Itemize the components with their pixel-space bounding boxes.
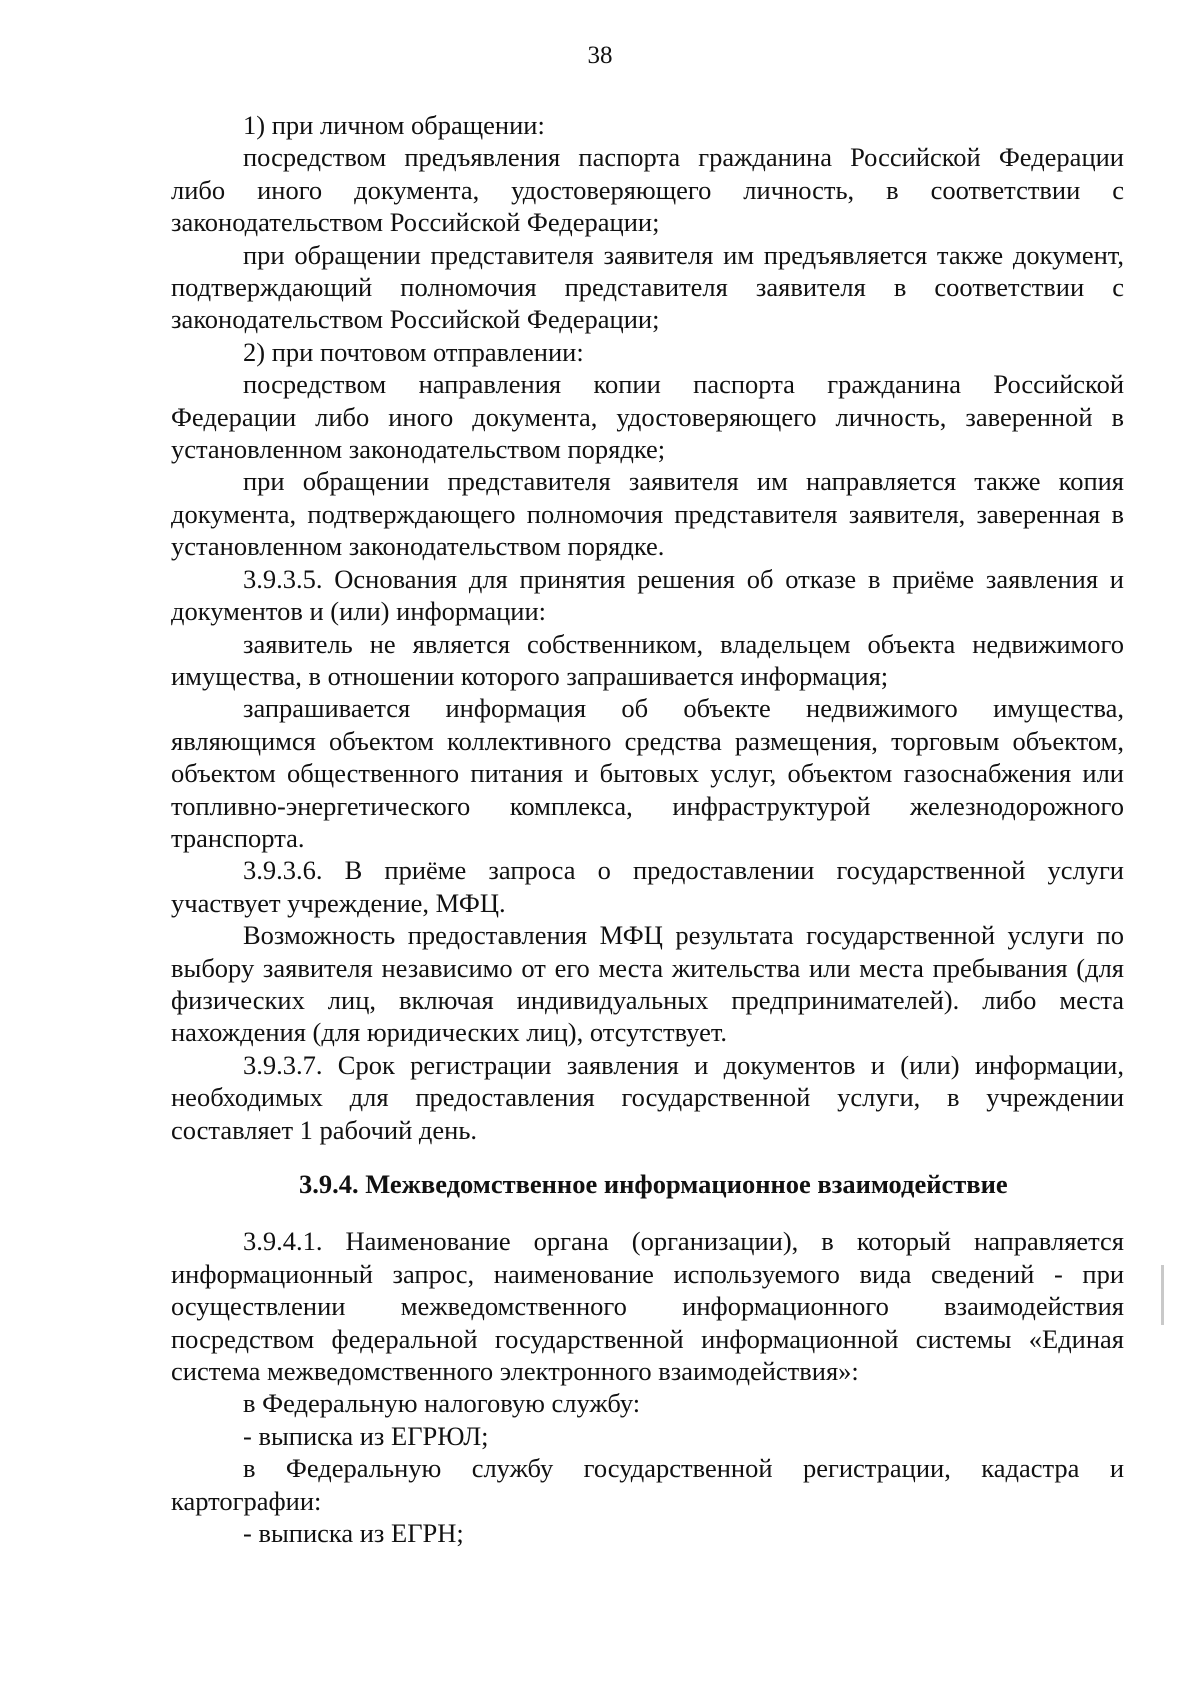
paragraph: посредством предъявления паспорта гражданина Российской Федерации либо иного документа, удостоверяющего личность, в соответствии с законодательством Российской Федерации; xyxy=(171,142,1124,238)
paragraph: при обращении представителя заявителя им направляется также копия документа, подтверждающего полномочия представителя заявителя, заверенная в установленном законодательством порядке. xyxy=(171,466,1124,562)
page-number: 38 xyxy=(587,42,613,69)
paragraph: 3.9.3.7. Срок регистрации заявления и документов и (или) информации, необходимых для предоставления государственной услуги, в учреждении составляет 1 рабочий день. xyxy=(171,1049,1124,1145)
paragraph: 3.9.3.6. В приёме запроса о предоставлении государственной услуги участвует учреждение, МФЦ. xyxy=(171,855,1124,918)
paragraph: 1) при личном обращении: xyxy=(243,110,545,140)
paragraph: 3.9.3.5. Основания для принятия решения об отказе в приёме заявления и документов и (или) информации: xyxy=(171,563,1124,627)
paragraph: запрашивается информация об объекте недвижимого имущества, являющимся объектом коллективного средства размещения, торговым объектом, объектом общественного питания и бытовых услуг, объектом газоснабжения или топливно-энергетического комплекса, инфраструктурой железнодорожного транспорта. xyxy=(171,693,1124,853)
section-heading: 3.9.4. Межведомственное информационное взаимодействие xyxy=(299,1169,1008,1199)
paragraph: посредством направления копии паспорта гражданина Российской Федерации либо иного документа, удостоверяющего личность, заверенной в установленном законодательством порядке; xyxy=(171,369,1124,465)
paragraph: при обращении представителя заявителя им предъявляется также документ, подтверждающий полномочия представителя заявителя в соответствии с законодательством Российской Федерации; xyxy=(171,239,1124,335)
paragraph: 3.9.4.1. Наименование органа (организации), в который направляется информационный запрос, наименование используемого вида сведений - при осуществлении межведомственного информационного взаимодействия посредством федеральной государственной информационной системы «Единая система межведомственного электронного взаимодействия»: xyxy=(171,1226,1124,1387)
scan-artifact xyxy=(1161,1265,1164,1325)
paragraph: в Федеральную налоговую службу: xyxy=(243,1388,641,1419)
paragraph: в Федеральную службу государственной регистрации, кадастра и картографии: xyxy=(171,1453,1124,1516)
paragraph: 2) при почтовом отправлении: xyxy=(243,336,584,367)
paragraph: Возможность предоставления МФЦ результата государственной услуги по выбору заявителя независимо от его места жительства или места пребывания (для физических лиц, включая индивидуальных предпринимателей). либо места нахождения (для юридических лиц), отсутствует. xyxy=(171,920,1124,1048)
paragraph: - выписка из ЕГРЮЛ; xyxy=(243,1420,489,1451)
paragraph: заявитель не является собственником, владельцем объекта недвижимого имущества, в отношении которого запрашивается информация; xyxy=(171,628,1124,691)
document-body xyxy=(171,109,1124,1549)
paragraph: - выписка из ЕГРН; xyxy=(243,1518,464,1549)
